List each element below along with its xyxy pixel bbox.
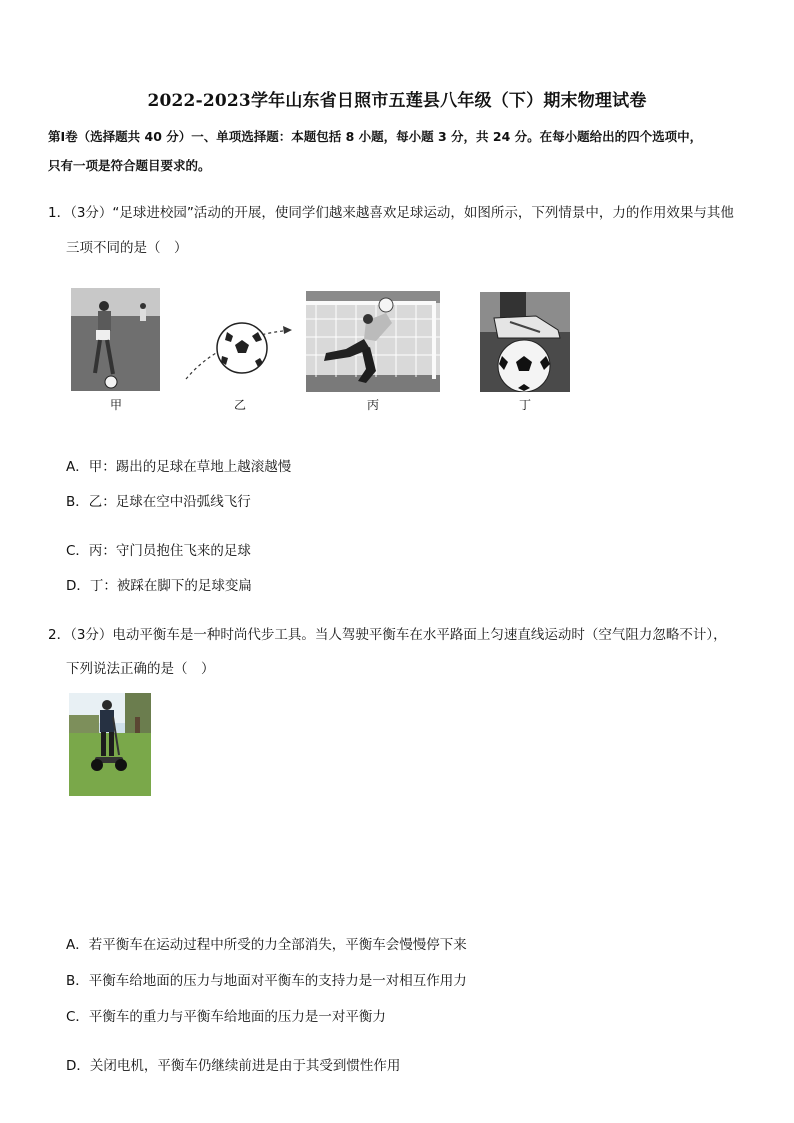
figure-jia-photo: [71, 288, 160, 391]
question-2-stem-line-1: 2．（3分）电动平衡车是一种时尚代步工具。当人驾驶平衡车在水平路面上匀速直线运动时（空气阻力忽略不计），: [48, 627, 727, 643]
question-1-stem-line-1: 1．（3分）“足球进校园”活动的开展，使同学们越来越喜欢足球运动，如图所示，下列情景中，力的作用效果与其他: [48, 205, 734, 221]
section-intro-line-1: 第Ⅰ卷（选择题共 40 分）一、单项选择题：本题包括 8 小题，每小题 3 分，共 24 分。在每小题给出的四个选项中，: [48, 129, 703, 144]
question-1-stem-line-2: 三项不同的是（ ）: [66, 240, 188, 256]
question-1-option-d: D．丁：被踩在脚下的足球变扁: [66, 578, 252, 594]
figure-yi-diagram: [182, 318, 297, 384]
question-1-option-c: C．丙：守门员抱住飞来的足球: [66, 543, 251, 559]
figure-jia-caption: 甲: [109, 398, 122, 412]
question-1-option-a: A．甲：踢出的足球在草地上越滚越慢: [66, 459, 292, 475]
question-2-option-d: D．关闭电机，平衡车仍继续前进是由于其受到惯性作用: [66, 1058, 401, 1074]
question-2-option-c: C．平衡车的重力与平衡车给地面的压力是一对平衡力: [66, 1009, 386, 1025]
figure-bing-caption: 丙: [366, 398, 379, 412]
question-1-option-b: B．乙：足球在空中沿弧线飞行: [66, 494, 251, 510]
question-2-option-a: A．若平衡车在运动过程中所受的力全部消失，平衡车会慢慢停下来: [66, 937, 467, 953]
figure-ding-photo: [480, 292, 570, 392]
balance-scooter-photo: [69, 693, 151, 796]
section-intro-line-2: 只有一项是符合题目要求的。: [48, 158, 211, 173]
figure-ding-caption: 丁: [518, 398, 531, 412]
question-2-option-b: B．平衡车给地面的压力与地面对平衡车的支持力是一对相互作用力: [66, 973, 467, 989]
question-2-stem-line-2: 下列说法正确的是（ ）: [66, 661, 215, 677]
figure-bing-photo: [306, 291, 440, 392]
figure-yi-caption: 乙: [233, 398, 246, 412]
exam-title: 2022-2023学年山东省日照市五莲县八年级（下）期末物理试卷: [147, 91, 647, 111]
